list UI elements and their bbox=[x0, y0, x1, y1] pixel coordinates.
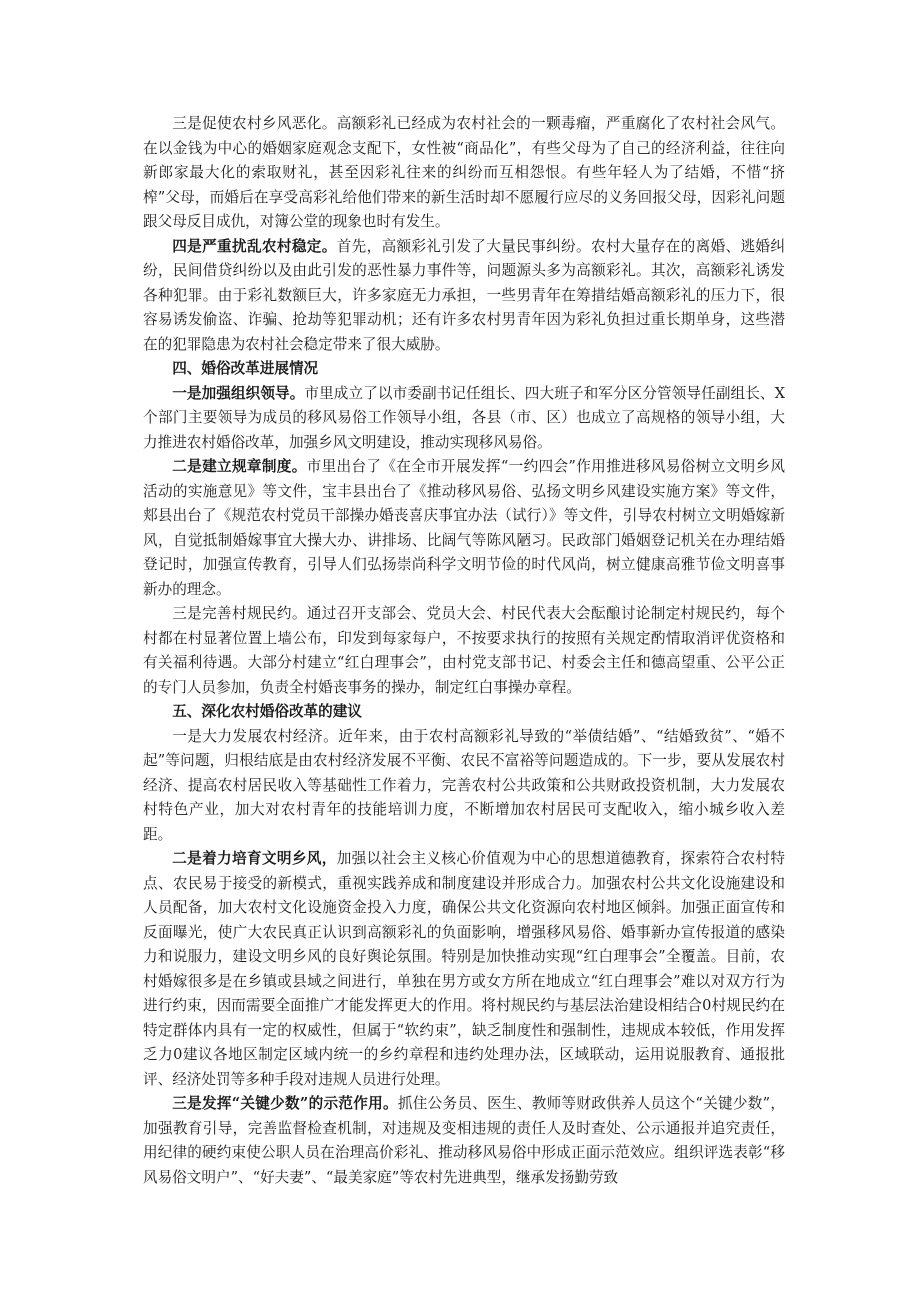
paragraph-civilization bbox=[143, 847, 785, 1092]
paragraph-text: 三是促使农村乡风恶化。高额彩礼已经成为农村社会的一颗毒瘤，严重腐化了农村社会风气。在以金钱为中心的婚姻家庭观念支配下，女性被“商品化”，有些父母为了自己的经济利益，往往向新郎家最大化的索取财礼，甚至因彩礼往来的纠纷而互相怨恨。有些年轻人为了结婚，不惜“挤榨”父母，而婚后在享受高彩礼给他们带来的新生活时却不愿履行应尽的义务回报父母，因彩礼问题跟父母反目成仇，对簿公堂的现象也时有发生。 bbox=[143, 115, 785, 230]
paragraph-lead: 二是建立规章制度。 bbox=[172, 458, 307, 475]
paragraph-economy bbox=[143, 725, 785, 848]
document-body bbox=[143, 112, 785, 1190]
section-heading-progress: 四、婚俗改革进展情况 bbox=[172, 360, 319, 377]
paragraph-lead: 二是着力培育文明乡风， bbox=[172, 850, 337, 867]
paragraph-regulations bbox=[143, 455, 785, 602]
paragraph-text: 市里成立了以市委副书记任组长、四大班子和军分区分管领导任副组长、X个部门主要领导为成员的移风易俗工作领导小组，各县（市、区）也成立了高规格的领导小组，大力推进农村婚俗改革，加强乡风文明建设，推动实现移风易俗。 bbox=[143, 384, 785, 451]
paragraph-rural-customs bbox=[143, 112, 785, 235]
paragraph-organization bbox=[143, 382, 785, 456]
paragraph-text: 三是完善村规民约。通过召开支部会、党员大会、村民代表大会酝酿讨论制定村规民约，每个村都在村显著位置上墙公布，印发到每家每户，不按要求执行的按照有关规定酌情取消评优资格和有关福利待遇。大部分村建立“红白理事会”，由村党支部书记、村委会主任和德高望重、公平公正的专门人员参加，负责全村婚丧事务的操办，制定红白事操办章程。 bbox=[143, 605, 785, 696]
paragraph-text: 一是大力发展农村经济。近年来，由于农村高额彩礼导致的“举债结婚”、“结婚致贫”、“婚不起”等问题，归根结底是由农村经济发展不平衡、农民不富裕等问题造成的。下一步，要从发展农村经济、提高农村居民收入等基础性工作着力，完善农村公共政策和公共财政投资机制，大力发展农村特色产业，加大对农村青年的技能培训力度，不断增加农村居民可支配收入，缩小城乡收入差距。 bbox=[143, 727, 785, 843]
paragraph-lead: 三是发挥“关键少数”的示范作用。 bbox=[172, 1095, 398, 1112]
paragraph-text: 加强以社会主义核心价值观为中心的思想道德教育，探索符合农村特点、农民易于接受的新模式，重视实践养成和制度建设并形成合力。加强农村公共文化设施建设和人员配备，加大农村文化设施资金投入力度，确保公共文化资源向农村地区倾斜。加强正面宣传和反面曝光，使广大农民真正认识到高额彩礼的负面影响，增强移风易俗、婚事新办宣传报道的感染力和说服力，建设文明乡风的良好舆论氛围。特别是加快推动实现“红白理事会”全覆盖。目前，农村婚嫁很多是在乡镇或县域之间进行，单独在男方或女方所在地成立“红白理事会”难以对双方行为进行约束，因而需要全面推广才能发挥更大的作用。将村规民约与基层法治建设相结合0村规民约在特定群体内具有一定的权威性，但属于“软约束”，缺乏制度性和强制性，违规成本较低，作用发挥乏力0建议各地区制定区域内统一的乡约章程和违约处理办法，区域联动，运用说服教育、通报批评、经济处罚等多种手段对违规人员进行处理。 bbox=[143, 850, 785, 1088]
section-heading-suggestions: 五、深化农村婚俗改革的建议 bbox=[172, 703, 362, 720]
paragraph-lead: 一是加强组织领导。 bbox=[172, 384, 305, 402]
paragraph-text: 首先，高额彩礼引发了大量民事纠纷。农村大量存在的离婚、逃婚纠纷，民间借贷纠纷以及由此引发的恶性暴力事件等，问题源头多为高额彩礼。其次，高额彩礼诱发各种犯罪。由于彩礼数额巨大，许多家庭无力承担，一些男青年在筹措结婚高额彩礼的压力下，很容易诱发偷盗、诈骗、抢劫等犯罪动机；还有许多农村男青年因为彩礼负担过重长期单身，这些潜在的犯罪隐患为农村社会稳定带来了很大威胁。 bbox=[143, 237, 785, 353]
paragraph-village-rules bbox=[143, 602, 785, 700]
paragraph-rural-stability bbox=[143, 235, 785, 358]
paragraph-text: 抓住公务员、医生、教师等财政供养人员这个“关键少数”，加强教育引导，完善监督检查机制，对违规及变相违规的责任人及时查处、公示通报并追究责任，用纪律的硬约束使公职人员在治理高价彩礼、推动移风易俗中形成正面示范效应。组织评选表彰“移风易俗文明户”、“好夫妻”、“最美家庭”等农村先进典型，继承发扬勤劳致 bbox=[143, 1095, 785, 1186]
paragraph-key-minority bbox=[143, 1092, 785, 1190]
paragraph-text: 市里出台了《在全市开展发挥“一约四会”作用推进移风易俗树立文明乡风活动的实施意见》等文件，宝丰县出台了《推动移风易俗、弘扬文明乡风建设实施方案》等文件，郏县出台了《规范农村党员干部操办婚丧喜庆事宜办法（试行）》等文件，引导农村树立文明婚嫁新风，自觉抵制婚嫁事宜大操大办、讲排场、比阔气等陈风陋习。民政部门婚姻登记机关在办理结婚登记时，加强宣传教育，引导人们弘扬崇尚科学文明节俭的时代风尚，树立健康高雅节俭文明喜事新办的理念。 bbox=[143, 458, 785, 598]
paragraph-lead: 四是严重扰乱农村稳定。 bbox=[172, 237, 337, 255]
